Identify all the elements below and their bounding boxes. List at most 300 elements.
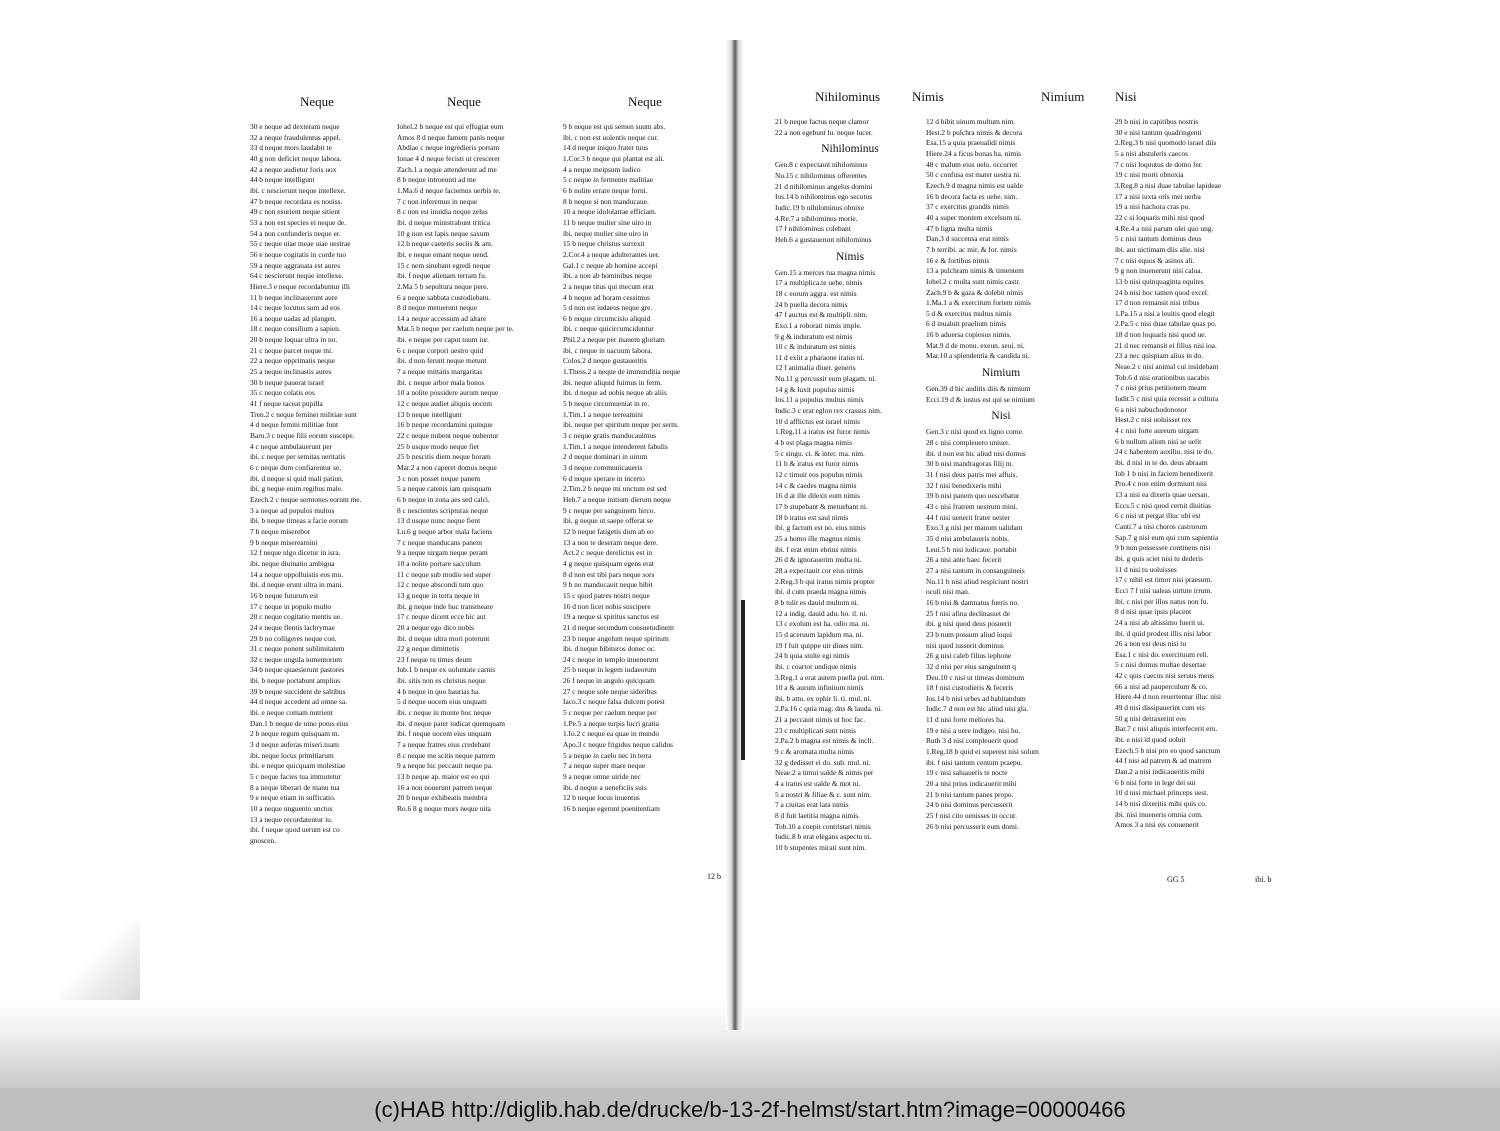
catchword: 12 b (707, 872, 721, 881)
concordance-entry: 25 f nisi afina declinasset de (926, 608, 1010, 618)
concordance-entry: 5 d neque uocem eius unquam (397, 697, 487, 707)
concordance-entry: 16 d at ille dilexit eum nimis (775, 491, 860, 501)
concordance-entry: 24 c habentem auxiliu. nisi te do. (1115, 447, 1214, 457)
concordance-entry: 31 f nisi deus patris mei affuis. (926, 470, 1018, 480)
concordance-entry: 18 c neque consilium a sapien. (250, 324, 341, 334)
concordance-entry: Ecci.19 d & iustus est qui se nimium (926, 394, 1035, 404)
concordance-entry: ibi. g neque enim regibus male. (250, 484, 343, 494)
concordance-entry: 9 a neque hic peccauit neque pa. (397, 761, 493, 771)
concordance-entry: Esa.15 a quia praeualidi nimis (926, 138, 1016, 148)
concordance-entry: Ezech.9 d magna nimis est ualde (926, 180, 1023, 190)
concordance-entry: 16 d non licet nobis suscipere (563, 601, 651, 611)
column-heading: Neque (300, 94, 334, 109)
concordance-entry: 1.Io.2 c neque ea quae in mundo (563, 729, 660, 739)
concordance-entry: 64 c nescierunt neque intellexe. (250, 271, 344, 281)
concordance-entry: ibi. c coartor undique nimis (775, 661, 857, 671)
concordance-entry: ibi. f neque alienam terram fu. (397, 271, 487, 281)
concordance-entry: ibi. neque diuinatio ambigua (250, 558, 335, 568)
concordance-entry: 40 g non deficiet neque labora. (250, 153, 342, 163)
banner-text: (c)HAB http://diglib.hab.de/drucke/b-13-2f-helmst/start.htm?image=00000466 (374, 1096, 1126, 1122)
concordance-entry: ibi. neque per spiritum neque per serm. (563, 420, 679, 430)
left-page (140, 50, 730, 1000)
concordance-entry: 4 c neque ambulauerunt per (250, 441, 333, 451)
concordance-entry: Tob.10 a coepit contristari nimis (775, 821, 871, 831)
concordance-entry: 8 c non est inuidia neque zelus (397, 207, 488, 217)
concordance-entry: 2.Pa.16 c quia mag. dns & lauda. ni. (775, 704, 883, 714)
concordance-entry: 30 e nisi tantum quadringenti (1115, 127, 1202, 137)
column-heading: Neque (447, 94, 481, 109)
concordance-entry: 21 d nihilominus angelus domini (775, 181, 873, 191)
section-subheading: Nisi (991, 410, 1011, 423)
concordance-entry: Ios.14 b nihilominus ego secutus (775, 192, 873, 202)
concordance-entry: 14 b nisi dixeritis mihi quis co. (1115, 799, 1207, 808)
concordance-entry: 14 a neque accessum ad altare (397, 313, 487, 323)
concordance-entry: Iudit.5 c nisi quia recessit a cultura (1115, 394, 1219, 404)
concordance-entry: Ionae 4 d neque fecisti ut cresceret (397, 153, 500, 163)
concordance-entry: 1.Ma.1 a & exercitum fortem nimis (926, 298, 1031, 308)
concordance-entry: 24 c neque in templo inuenerunt (563, 654, 659, 664)
concordance-entry: Pro.4 c non enim dormiunt nisi (1115, 479, 1207, 489)
concordance-entry: 32 g dedisset ei do. sub. mul. ni. (775, 757, 871, 767)
concordance-entry: 13 a pulchram nimis & timentem (926, 266, 1024, 276)
concordance-entry: 16 b nisi & damnatus fueris no. (926, 597, 1019, 607)
concordance-entry: 19 a nisi hachora cras po. (1115, 202, 1191, 212)
concordance-entry: 21 d nec remansit ei filius nisi ioa. (1115, 340, 1217, 350)
concordance-entry: 2 d neque dominari in uirum (563, 452, 648, 462)
concordance-entry: 13 a non te deseram neque dere. (563, 537, 659, 547)
concordance-entry: 3 a neque ad populos multos (250, 505, 335, 515)
concordance-entry: 12 b neque caeteris sociis & am. (397, 239, 493, 249)
concordance-entry: 28 c nisi compleuero uniuer. (926, 438, 1010, 448)
concordance-entry: Iohel.2 b neque est qui effugiat eum (397, 122, 504, 131)
concordance-entry: ibi. d neque ad uobis neque ab aliis (563, 388, 667, 398)
concordance-entry: 39 b nisi panem quo uescebatur (926, 491, 1020, 501)
concordance-entry: 22 g neque dimittetis (397, 644, 460, 654)
concordance-entry: ibi. g neque ut saepe offerat se (563, 516, 653, 526)
concordance-entry: Lu.6 g neque arbor mala faciens (397, 526, 493, 536)
concordance-entry: 9 a neque uirgam neque peram (397, 548, 488, 558)
concordance-entry: ibi. g quis sciet nisi tu dederis (1115, 553, 1204, 563)
concordance-entry: Zach.9 b & gaza & dolebit nimis (926, 287, 1024, 297)
concordance-entry: 17 f nihilominus colebant (775, 224, 851, 234)
concordance-entry: 17 d non remansit nisi tribus (1115, 298, 1200, 308)
concordance-entry: ibi. c nescierunt neque intellexe. (250, 185, 346, 195)
concordance-entry: 7 a neque super mare neque (563, 761, 646, 771)
concordance-entry: 3 d neque communicaueris (563, 463, 643, 472)
concordance-entry: 11 b neque mulier sine uiro in (563, 217, 652, 227)
concordance-entry: 13 b neque ap. maior est eo qui (397, 772, 490, 782)
concordance-entry: ibi. g nisi quod deus posuerit (926, 619, 1012, 629)
concordance-entry: 19 a neque si spiritus sanctus est (563, 612, 660, 622)
concordance-entry: 23 b num possum aliud loqui (926, 629, 1013, 639)
concordance-entry: 9 g non inuenerunt nisi calua. (1115, 266, 1203, 276)
concordance-entry: 1.Pe.5 a neque turpis lucri gratia (563, 718, 659, 728)
concordance-entry: 18 f nisi custodieris & feceris (926, 683, 1014, 693)
concordance-entry: ibi. d quid prodest illis nisi labor (1115, 628, 1212, 638)
gutter-shadow (741, 600, 745, 760)
concordance-entry: Bar.7 c nisi aliquis interfecerit eru. (1115, 724, 1218, 734)
concordance-entry: ibi. nisi inueneris omnia com. (1115, 809, 1203, 819)
concordance-entry: 20 b neque loquar ultra in no. (250, 335, 338, 345)
concordance-entry: 5 c neque in fermento malitiae (563, 175, 654, 185)
concordance-entry: 17 c neque dicent ecce hic aut (397, 612, 486, 622)
concordance-entry: 16 b neque futurum est (250, 590, 319, 600)
concordance-entry: 42 c quis caecus nisi seruus meus (1115, 671, 1214, 681)
concordance-entry: 11 b neque inclinauerunt aure (250, 292, 338, 302)
concordance-entry: 31 c neque ponent sublimitatem (250, 644, 345, 654)
concordance-entry: 13 b neque intelligunt (397, 409, 462, 419)
concordance-entry: ibi. d neque bibituros donec oc. (563, 644, 656, 654)
concordance-entry: Phil.2 a neque per inanem gloriam (563, 335, 665, 345)
concordance-entry: 11 d exiit a pharaone iratus ni. (775, 352, 865, 362)
concordance-entry: Hest.2 c nisi uoluisset rex (1115, 415, 1192, 425)
entry-list (775, 117, 925, 854)
concordance-entry: 13 c exolum est ha. odio ma. ni. (775, 619, 870, 629)
concordance-entry: 13 a neque recordatentur iu. (250, 814, 333, 824)
concordance-entry: ibi. neque locus primitiarum (250, 750, 334, 760)
concordance-entry: 4.Re.7 a nihilominus morie. (775, 213, 858, 223)
concordance-entry: Iudic.19 b nihilominus obnixe (775, 202, 865, 212)
concordance-entry: 6 c neque corpori uestro quid (397, 345, 484, 355)
concordance-entry: 50 g nisi detraxerint eos (1115, 713, 1187, 723)
concordance-entry: 4 g neque quisquam egens erat (563, 558, 654, 568)
concordance-entry: 1.Tim.1 a neque terreamini (563, 409, 643, 419)
concordance-entry: 26 g nisi caleb filius iephone (926, 651, 1012, 661)
concordance-entry: ibi. c neque quicircumciduntur (563, 324, 654, 334)
concordance-entry: 5 a neque in caelo nec in terra (563, 750, 652, 760)
concordance-entry: 6 d inualuit praelium nimis (926, 319, 1007, 329)
concordance-entry: 5 a neque catenis iam quisquam (397, 484, 492, 494)
concordance-entry: Mar.10 a splendentia & candida ni. (926, 351, 1030, 361)
section-subheading: Nimis (835, 250, 865, 263)
concordance-entry: 37 c exercitus grandis nimis (926, 202, 1009, 212)
concordance-entry: ibi. neque mulier sine uiro in (563, 228, 649, 238)
concordance-entry: Colos.2 d neque gustaueritis (563, 356, 647, 366)
concordance-entry: 17 a multiplica.te uehe. nimis (775, 278, 863, 288)
entry-list (1115, 117, 1265, 831)
concordance-entry: 6 b nullum alium nisi se uelit (1115, 436, 1202, 446)
concordance-entry: ibi. c neque per semitas ueritatis (250, 452, 346, 462)
concordance-entry: ibi. d cum praeda magna nimis (775, 587, 867, 597)
concordance-entry: 9 a neque omne uiride nec (563, 772, 641, 782)
concordance-entry: 23 b neque angelum neque spiritum (563, 633, 669, 643)
concordance-entry: 2.Ma 5 b sepultura neque pere. (397, 281, 489, 291)
concordance-entry: 19 c nisi saluaueris te nocte (926, 768, 1008, 778)
page-shadow (0, 1000, 1500, 1088)
concordance-entry: 6 c nisi ut pergat illuc ubi est (1115, 511, 1201, 521)
concordance-entry: 9 b neque est qui semen suum abs. (563, 122, 666, 131)
concordance-entry: 16 e & fortibus nimis (926, 255, 990, 265)
concordance-entry: Hest.2 b pulchra nimis & decora (926, 127, 1023, 137)
concordance-entry: 1.Pa.15 a nisi a leuitis quod elegit (1115, 308, 1215, 318)
concordance-entry: Esa.1 c nisi do. exercituum reli. (1115, 649, 1209, 659)
concordance-entry: Exo.3 g nisi per manum ualidam (926, 523, 1023, 533)
concordance-entry: Gal.1 c neque ab homine accepi (563, 260, 658, 270)
concordance-entry: 12 b neque fatigetis dum ab eo (563, 526, 654, 536)
concordance-entry: 20 c neque cogitatio mentis ue. (250, 612, 342, 622)
concordance-entry: 8 a neque liberari de manu tua (250, 782, 340, 792)
concordance-entry: Canti.7 a nisi choros castrorum (1115, 521, 1208, 531)
concordance-entry: Sap.7 g nisi eum qui cum sapientia (1115, 532, 1219, 542)
concordance-entry: 12 c neque abscondi tum quo (397, 580, 484, 590)
concordance-entry: 26 f neque in angulo quicquam (563, 676, 655, 686)
concordance-entry: 1.Ma.6 d neque faciemus uerbis te. (397, 185, 501, 195)
concordance-entry: 22 c neque nubent neque nubentur (397, 431, 499, 441)
concordance-entry: 3.Reg.1 a erat autem puella pul. nim. (775, 672, 885, 682)
concordance-entry: 2.Reg.3 b qui iratus nimis propter (775, 576, 875, 586)
concordance-entry: 24 b nisi hoc tamen quod excel. (1115, 287, 1209, 297)
concordance-entry: 6 a neque sabbata custodiebatu. (397, 292, 491, 302)
concordance-entry: 11 d nisi tu uoluisses (1115, 564, 1177, 574)
concordance-entry: Neae.2 c nisi animal cui insidebam (1115, 362, 1219, 372)
concordance-entry: ibi. aut uictimam diis alie. nisi (1115, 244, 1205, 254)
concordance-entry: Act.2 c neque derelictus est in (563, 548, 653, 558)
concordance-entry: 3 d neque auferas miseri.tuam (250, 740, 339, 750)
concordance-entry: 11 d nisi forte meliores ba. (926, 715, 1005, 725)
concordance-entry: 10 c & induratum est nimis (775, 342, 856, 352)
concordance-entry: ibi. g neque inde huc transmeare (397, 601, 494, 611)
entry-list (926, 117, 1076, 832)
concordance-entry: 19 f fuit quippe uir diues nim. (775, 640, 864, 650)
concordance-entry: 1.Reg.11 a iratus est furor nimis (775, 427, 870, 437)
concordance-entry: ibi. e neque per caput tuum iur. (397, 335, 489, 345)
concordance-entry: 21 d neque secundum consuetudinem (563, 622, 674, 632)
concordance-entry: 4 a neque meipsum iudico (563, 164, 641, 174)
concordance-entry: Exo.1 a roborati nimis imple. (775, 320, 862, 330)
concordance-entry: 7 a neque mittatis margaritas (397, 367, 483, 377)
concordance-entry: 2.Pa.2 b magna est nimis & incli. (775, 736, 874, 746)
concordance-entry: Eccs.5 c nisi quod cernit diuitias (1115, 500, 1212, 510)
concordance-entry: Mar.2 a non caperet domus neque (397, 463, 497, 472)
concordance-entry: 20 a neque ego dico nobis (397, 622, 474, 632)
concordance-entry: Iob 1 b nisi in faciem benedixerit (1115, 468, 1214, 478)
concordance-entry: 9 b neque miserearnini (250, 537, 318, 547)
concordance-entry: 15 d aceruum lapidum ma. ni. (775, 629, 864, 639)
concordance-entry: 8 b tulit es dauid multum ni. (775, 597, 859, 607)
concordance-entry: 2.Cor.4 a neque adulterantes uer. (563, 249, 660, 259)
concordance-entry: ibi. d neque erunt ultra in mani. (250, 580, 344, 590)
section-subheading: Nimium (981, 367, 1021, 380)
concordance-entry: 11 c neque sub modio sed super (397, 569, 492, 579)
concordance-entry: 1.Cor.3 b neque qui plantat est ali. (563, 153, 665, 163)
concordance-entry: Nu.15 c nihilominus offerentes (775, 170, 867, 180)
concordance-entry: Iob.1 b neque ex uoluntate carnis (397, 665, 496, 675)
concordance-entry: Iudic.3 c erat eglon rex crassus nim. (775, 406, 882, 416)
concordance-entry: Neae.2 a timui ualde & nimis per (775, 768, 874, 778)
concordance-entry: 24 e neque flentis lachrymae (250, 622, 335, 632)
concordance-entry: 10 a nolite portare sacculum (397, 558, 481, 568)
concordance-entry: 22 a neque opprimatis neque (250, 356, 335, 366)
right-page (745, 45, 1360, 1005)
page-fold (60, 920, 140, 1000)
concordance-entry: 11 b & iratus est furor nimis (775, 459, 859, 469)
concordance-entry: 55 c neque uiae meae uiae uestrae (250, 239, 351, 249)
concordance-entry: ibi. c neque arbor mala bonos (397, 377, 485, 387)
concordance-entry: ibi. d neque ministrabunt tritica (397, 217, 490, 227)
concordance-entry: 8 b neque introeunti ad me (397, 175, 477, 185)
concordance-entry: 7 c non inferemus in neque (397, 196, 478, 206)
concordance-entry: Gen.8 c expectauit nihilominus (775, 160, 868, 170)
section-subheading: Nihilominus (821, 143, 879, 156)
concordance-entry: 35 d nisi ambulaueris nobis. (926, 533, 1010, 543)
concordance-entry: 56 e neque cogitatis in corde tuo (250, 249, 347, 259)
concordance-entry: 4 b est plaga magna nimis (775, 438, 852, 448)
concordance-entry: 44 b neque intelligunt (250, 175, 315, 185)
concordance-entry: 48 c malum eius uelo. occurret (926, 159, 1018, 169)
concordance-entry: 7 b terribi. ac mir. & for. nimis (926, 244, 1017, 254)
concordance-entry: Tren.2 c neque feminei militiae sunt (250, 409, 357, 419)
concordance-entry: 5 c nisi domus multae desertae (1115, 660, 1206, 670)
concordance-entry: Ezech.2 c neque sermones eorum me. (250, 494, 362, 504)
concordance-entry: Apo.3 c neque frigidus neque calidus (563, 740, 674, 750)
concordance-entry: ibi. d neque si quid mali patiun. (250, 473, 344, 483)
concordance-entry: 13 d usque nunc neque fient (397, 516, 481, 526)
concordance-entry: 2 b neque regum quisquam m. (250, 729, 340, 739)
concordance-entry: 17 b stupebant & metuebant ni. (775, 502, 868, 511)
concordance-entry: 5 d non est iudaeus neque gre. (563, 303, 653, 313)
concordance-entry: 41 f neque taceat pupilla (250, 399, 323, 409)
concordance-entry: 12 f neque ulgo dicetur in isra. (250, 548, 341, 558)
concordance-entry: Ecci 7 f nisi ualeas uirtute irrum. (1115, 585, 1213, 595)
concordance-entry: Heb.7 a neque initium dierum neque (563, 494, 671, 504)
concordance-entry: 7 a ciuitas erat lata nimis (775, 800, 849, 810)
copyright-banner (0, 1088, 1500, 1131)
concordance-entry: 16 a neque uadas ad plangen. (250, 313, 337, 323)
concordance-entry: 14 d neque iniquo frater tuus (563, 143, 649, 153)
concordance-entry: 47 b neque recordata es nouiss. (250, 196, 343, 206)
concordance-entry: 18 b iratus est saul nimis (775, 512, 849, 522)
concordance-entry: 7 b neque miserebor (250, 526, 311, 536)
concordance-entry: 25 b usque modo neque fiet (397, 441, 479, 451)
column-heading: Nimis (912, 89, 944, 104)
concordance-entry: 16 b aduersa copiosus nimis. (926, 330, 1012, 340)
concordance-entry: ibi. b attu. ex ophir li. ti. mul. ni. (775, 693, 872, 703)
concordance-entry: 4 b neque ad horam cessimus (563, 292, 650, 302)
concordance-entry: 30 e neque ad dexteram neque (250, 122, 340, 131)
concordance-entry: Ro.6 8 g neque mors neque uita (397, 804, 491, 813)
concordance-entry: Zach.1 a neque attenderunt ad me (397, 164, 497, 174)
concordance-entry: 5 c nisi tantum dominus deus (1115, 234, 1202, 244)
concordance-entry: 21 c neque parcet neque mi. (250, 345, 333, 355)
concordance-entry: 12 c timuit eos populus nimis (775, 470, 863, 480)
concordance-entry: 19 c nisi morti obnoxia (1115, 170, 1184, 180)
concordance-entry: 5 c neque per caelum neque per (563, 708, 657, 718)
concordance-entry: 4 c nisi forte aureum uirgam (1115, 426, 1199, 436)
concordance-entry: 59 a neque aggrauata est aures (250, 260, 341, 270)
concordance-entry: 43 c nisi fratrem uestrum mini. (926, 502, 1018, 511)
concordance-entry: ibi. b neque portabunt amplius (250, 676, 341, 686)
concordance-entry: 12 c neque audiet aliquis uocem (397, 399, 493, 409)
concordance-entry: Dan.1 b neque de uino potus eius (250, 718, 349, 728)
concordance-entry: 34 b neque quaesierunt pastores (250, 665, 345, 675)
book-gutter (726, 40, 744, 1030)
concordance-entry: 5 b neque circumueniat in re. (563, 399, 650, 409)
concordance-entry: Ios.11 a populus multus nimis (775, 395, 864, 405)
concordance-entry: Mat.9 d de monu. exeun. seui. ni. (926, 340, 1025, 350)
concordance-entry: Tob.6 d nisi orationibus uacabis (1115, 372, 1210, 382)
concordance-entry: ibi. c non est uolentis neque cur. (563, 132, 659, 142)
concordance-entry: 10 d nisi michael princeps uest. (1115, 788, 1209, 798)
concordance-entry: 7 c nisi equos & asinos ali. (1115, 255, 1195, 265)
concordance-entry: 13 g neque in terra neque in (397, 590, 480, 600)
concordance-entry: 8 b neque si non manducaue. (563, 196, 649, 206)
concordance-entry: 49 c non esurient neque sitient (250, 207, 341, 217)
concordance-entry: 4 b neque in quo haurias ha. (397, 686, 481, 696)
concordance-entry: 26 a nisi ante haec fecerit (926, 555, 1002, 565)
concordance-entry: 8 c nescientes scripturas neque (397, 505, 489, 515)
concordance-entry: 42 a neque audietur foris uox (250, 164, 337, 174)
concordance-entry: 7 c nisi prius petitionem meam (1115, 383, 1207, 393)
concordance-entry: 21 b neque factus neque clamor (775, 117, 869, 126)
concordance-entry: 30 b neque pauerat israel (250, 377, 324, 387)
concordance-entry: 54 a non confunderis neque er. (250, 228, 341, 238)
concordance-entry: 2.Reg.3 b nisi quomodo israel diis (1115, 138, 1217, 148)
concordance-entry: 8 d fuit laetitia magna nimis. (775, 811, 860, 821)
concordance-entry: 22 a non egebunt lu. neque lucer. (775, 127, 873, 137)
concordance-entry: 20 b neque exhibeatis membra (397, 793, 488, 803)
concordance-entry: 7 c neque manducans panem (397, 537, 482, 547)
concordance-entry: ibi. f neque uocem eius unquam (397, 729, 492, 739)
concordance-entry: Hiere.3 e neque recordabuntur illi (250, 281, 350, 291)
concordance-entry: 5 a nisi abstuleris caecos (1115, 148, 1189, 158)
concordance-entry: 49 d nisi dissipauerint cum eis (1115, 703, 1205, 713)
concordance-entry: Mat.5 b neque per caelum neque per te. (397, 324, 514, 334)
concordance-entry: 18 c eorum aggra. est nimis (775, 288, 857, 298)
concordance-entry: 6 b neque in zona aes sed calci. (397, 494, 490, 504)
concordance-entry: 14 a neque oppolluistis eos mu. (250, 569, 344, 579)
concordance-entry: 10 a & aurum infinitum nimis (775, 683, 864, 693)
concordance-entry: Iudic.8 b erat elegans aspectu ni. (775, 832, 872, 842)
concordance-entry: 32 f nisi benedixeris mihi (926, 480, 1002, 490)
concordance-entry: ibi. d neque ultra mori poterunt (397, 633, 490, 643)
concordance-entry: ibi. d non est hic aliud nisi domus (926, 448, 1026, 458)
concordance-entry: 10 a nolite possidere aurum neque (397, 388, 499, 398)
concordance-entry: 16 b neque egerunt poenitentiam (563, 804, 660, 813)
concordance-entry: 12 a indig. dauid adu. ho. il. ni. (775, 608, 868, 618)
concordance-entry: 10 g non est lapis neque saxum (397, 228, 490, 238)
concordance-entry: Iohel.2 c multa sunt nimis castr. (926, 276, 1021, 286)
concordance-entry: 2.Tim.2 b neque mi unctum est sed (563, 484, 667, 494)
concordance-entry: 6 b neque circumcisio aliquid (563, 313, 651, 323)
concordance-entry: 53 a non est species ei neque de. (250, 217, 347, 227)
concordance-entry: ibi. d neque a ueneficiis suis (563, 782, 647, 792)
concordance-entry: 26 b nisi percusserit eum domi. (926, 821, 1019, 831)
concordance-entry: Gen.3 c nisi quod ex ligno come. (926, 427, 1024, 437)
concordance-entry: Iudic.7 d non est hic aliud nisi gla. (926, 704, 1029, 714)
concordance-entry: ibi. f nisi tantum centum praepu. (926, 757, 1023, 767)
concordance-entry: 2.Pa.5 c nisi duae tabulae quas po. (1115, 319, 1217, 329)
concordance-entry: 12 b neque locus inuentus (563, 793, 640, 803)
concordance-entry: 13 a nisi ea dixeris quae uersan. (1115, 489, 1210, 499)
concordance-entry: ibi. d neque pater iudicat quemquam (397, 718, 505, 728)
concordance-entry: 12 f animalia diuer. generis (775, 363, 856, 373)
concordance-entry: 44 f nisi ad patrem & ad matrem (1115, 756, 1212, 766)
concordance-entry: Leui.5 b nisi iudicaue. portabit (926, 544, 1017, 554)
concordance-entry: Hiere.24 a ficus bonas ha. nimis (926, 148, 1022, 158)
concordance-entry: Nu.11 g percussit eum plagam. ni. (775, 374, 877, 384)
concordance-entry: Baru.3 c neque filii eorum suscepe. (250, 431, 355, 441)
entry-list (397, 122, 547, 815)
concordance-entry: 5 d & exercitus multus nimis (926, 308, 1012, 318)
concordance-entry: 17 c neque in populo multo (250, 601, 332, 611)
concordance-entry: 32 d nisi per eius sanguinem q (926, 661, 1016, 671)
concordance-entry: 4 a iratus est ualde & mot ni. (775, 779, 861, 789)
concordance-entry: 16 b decora facta es uehe. nim. (926, 191, 1018, 201)
concordance-entry: 9 g & induratum est nimis (775, 331, 853, 341)
concordance-entry: 9 e neque etiam in sufficatio. (250, 793, 336, 803)
concordance-entry: 25 b nescitis diem neque horam (397, 452, 491, 462)
concordance-entry: Dan.3 d succensa erat nimis (926, 234, 1009, 244)
